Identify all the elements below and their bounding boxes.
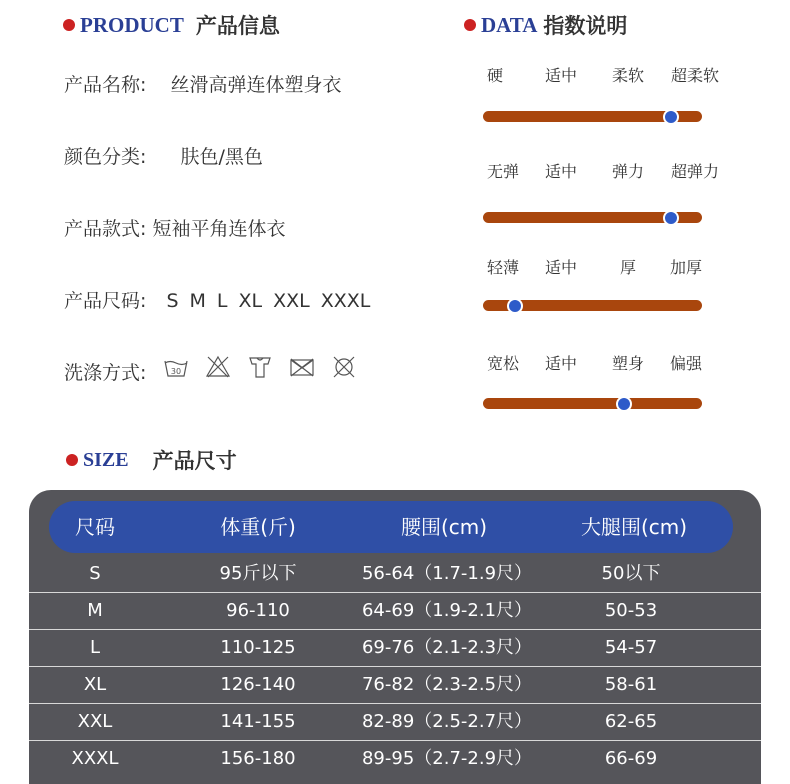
table-cell: S (89, 563, 101, 584)
table-cell: 96-110 (226, 600, 290, 621)
section-title-en: DATA (481, 12, 538, 37)
no-dry-clean-icon (331, 354, 357, 380)
table-cell: 110-125 (220, 637, 296, 658)
size-section-header (66, 445, 237, 475)
size-row (64, 286, 381, 313)
table-cell: 156-180 (220, 748, 296, 769)
style-row (64, 214, 285, 241)
no-bleach-icon (205, 354, 231, 380)
index-scale-thickness (482, 255, 722, 277)
scale-label: 弹力 (611, 162, 645, 181)
size-table-header (49, 501, 733, 553)
wash-30-icon (163, 354, 189, 380)
scale-label: 适中 (544, 66, 578, 85)
index-track-fit (483, 398, 702, 409)
column-header: 腰围(cm) (400, 515, 488, 539)
color-value: 肤色/黑色 (180, 146, 263, 168)
column-header: 大腿围(cm) (580, 515, 688, 539)
wash-label: 洗涤方式: (64, 362, 147, 384)
table-row (29, 666, 761, 704)
product-section-header (63, 10, 280, 40)
table-cell: 82-89（2.5-2.7尺） (361, 711, 533, 732)
index-scale-elasticity (482, 159, 722, 181)
table-cell: 141-155 (220, 711, 296, 732)
scale-label: 硬 (486, 66, 504, 85)
table-cell: 66-69 (604, 748, 658, 769)
column-header: 体重(斤) (220, 515, 296, 539)
size-option: L (216, 290, 228, 312)
scale-label: 适中 (544, 162, 578, 181)
table-cell: XL (83, 674, 107, 695)
index-scale-softness (482, 63, 722, 85)
color-label: 颜色分类: (64, 146, 147, 168)
size-option: S (166, 290, 179, 312)
data-section-header (464, 10, 627, 40)
table-cell: 64-69（1.9-2.1尺） (361, 600, 533, 621)
bullet-dot (63, 19, 75, 31)
size-option: XXL (273, 290, 310, 312)
index-track-elasticity (483, 212, 702, 223)
index-thumb (507, 298, 523, 314)
table-row (29, 555, 761, 593)
table-cell: 50以下 (601, 563, 661, 584)
scale-label: 适中 (544, 354, 578, 373)
size-list (166, 290, 381, 312)
table-row (29, 592, 761, 630)
scale-label: 超柔软 (670, 66, 720, 85)
wash-row (64, 358, 146, 385)
section-title-cn: 指数说明 (543, 14, 628, 38)
bullet-dot (66, 454, 78, 466)
product-name-value: 丝滑高弹连体塑身衣 (170, 74, 342, 96)
product-name-label: 产品名称: (64, 74, 147, 96)
section-title-en: SIZE (83, 448, 129, 471)
scale-label: 柔软 (611, 66, 645, 85)
hang-dry-icon (247, 354, 273, 380)
size-option: XL (238, 290, 263, 312)
table-cell: 54-57 (604, 637, 658, 658)
section-title-cn: 产品信息 (195, 14, 280, 38)
size-option: XXXL (320, 290, 371, 312)
table-cell: XXL (77, 711, 113, 732)
index-track-thickness (483, 300, 702, 311)
size-label: 产品尺码: (64, 290, 147, 312)
scale-label: 轻薄 (486, 258, 520, 277)
scale-label: 偏强 (669, 354, 703, 373)
scale-label: 适中 (544, 258, 578, 277)
scale-label: 宽松 (486, 354, 520, 373)
size-option: M (189, 290, 206, 312)
size-table (29, 490, 761, 784)
column-header: 尺码 (75, 515, 115, 539)
table-cell: L (89, 637, 101, 658)
table-row (29, 703, 761, 741)
index-thumb (663, 109, 679, 125)
table-cell: 69-76（2.1-2.3尺） (361, 637, 533, 658)
table-cell: 89-95（2.7-2.9尺） (361, 748, 533, 769)
svg-text:30: 30 (170, 367, 182, 376)
scale-label: 无弹 (486, 162, 520, 181)
bullet-dot (464, 19, 476, 31)
table-cell: 95斤以下 (219, 563, 297, 584)
section-title-cn: 产品尺寸 (152, 449, 237, 473)
scale-label: 加厚 (669, 258, 703, 277)
table-cell: 58-61 (604, 674, 658, 695)
product-name-row (64, 70, 341, 97)
no-tumble-dry-icon (289, 354, 315, 380)
table-row (29, 740, 761, 777)
table-cell: 62-65 (604, 711, 658, 732)
table-row (29, 629, 761, 667)
table-cell: 76-82（2.3-2.5尺） (361, 674, 533, 695)
table-cell: 50-53 (604, 600, 658, 621)
scale-label: 塑身 (611, 354, 645, 373)
index-thumb (616, 396, 632, 412)
table-cell: XXXL (71, 748, 119, 769)
style-value: 短袖平角连体衣 (152, 218, 286, 240)
index-thumb (663, 210, 679, 226)
index-scale-fit (482, 351, 722, 373)
table-cell: M (87, 600, 103, 621)
wash-icons (163, 354, 357, 380)
section-title-en: PRODUCT (80, 12, 184, 37)
index-track-softness (483, 111, 702, 122)
scale-label: 厚 (619, 258, 637, 277)
table-cell: 56-64（1.7-1.9尺） (361, 563, 533, 584)
color-row (64, 142, 263, 169)
scale-label: 超弹力 (670, 162, 720, 181)
table-cell: 126-140 (220, 674, 296, 695)
style-label: 产品款式: (64, 218, 147, 240)
